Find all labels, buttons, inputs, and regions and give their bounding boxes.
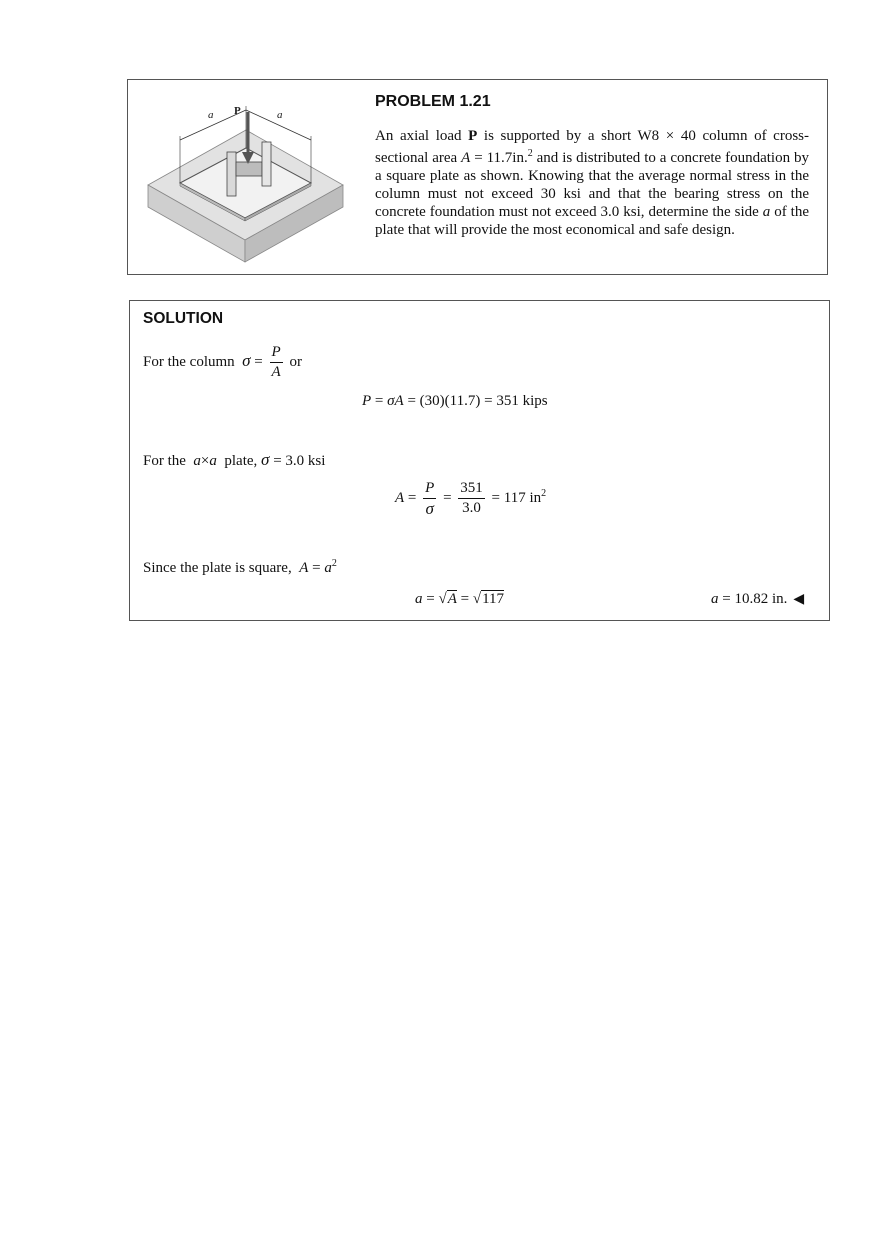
plate-stress-line: For the a×a plate, σ = 3.0 ksi (143, 450, 326, 469)
fraction-p-over-a: $\frac{P}{A}$ (271, 344, 281, 380)
answer-marker-icon: ◀ (793, 592, 805, 607)
solution-box (129, 300, 830, 621)
load-symbol: P (468, 128, 478, 144)
area-calculation-line: A = $\frac{P}{\sigma}$ = $\frac{351}{3.0}$ = 117 $in^2$ (395, 480, 547, 518)
load-calculation-line: P = σA = (30)(11.7) = 351 kips (362, 393, 548, 409)
fraction-p-over-sigma: $\frac{P}{\sigma}$ (425, 480, 435, 518)
column-web (236, 162, 262, 176)
column-flange-left (227, 152, 236, 196)
dim-label-a-right: a (277, 109, 283, 121)
column-stress-line: For the column σ = $\frac{P}{A}$ or (143, 344, 302, 380)
side-length-line: a = √A = √117 (415, 591, 505, 607)
problem-title: PROBLEM 1.21 (375, 93, 491, 110)
problem-box (127, 79, 828, 275)
fraction-351-over-3: $\frac{351}{3.0}$ (460, 480, 483, 516)
load-label-p: P (234, 105, 241, 117)
square-plate-line: Since the plate is square, $A = a^2$ (143, 558, 337, 576)
dim-label-a-left: a (208, 109, 214, 121)
final-answer: a = 10.82 in. ◀ (711, 591, 805, 607)
column-foundation-figure (138, 90, 353, 270)
column-flange-right (262, 142, 271, 186)
solution-title: SOLUTION (143, 310, 224, 327)
problem-statement: An axial load P is supported by a short W8 × 40 column of cross-sectional area A = 11.7in.$^2$ and is distributed to a concrete foundation by a square plate as shown. Knowing that the average normal stress in the column must not exceed 30 ksi and that the bearing stress on the concrete foundation must not exceed 3.0 ksi, determine the side a of the plate that will provide the most economical and safe design. (375, 128, 810, 238)
